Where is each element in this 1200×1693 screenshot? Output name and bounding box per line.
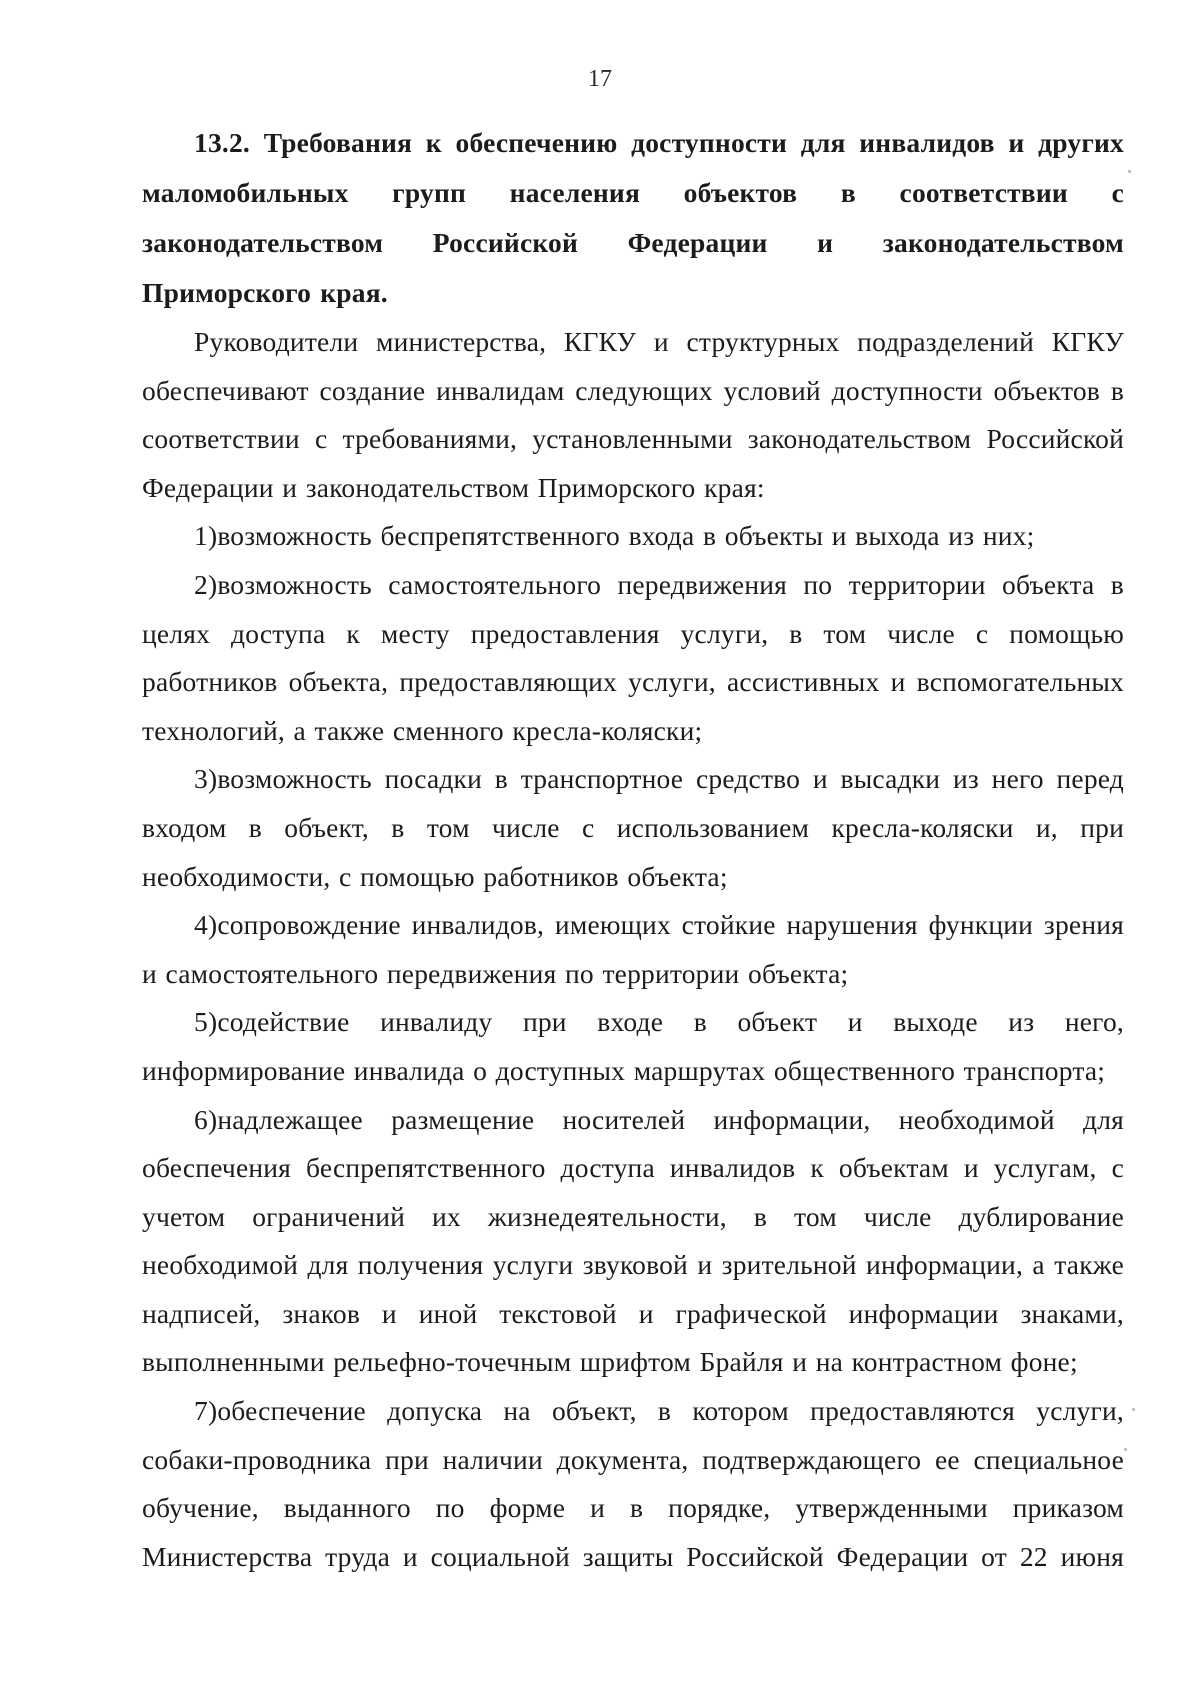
list-item-6 bbox=[142, 1096, 1124, 1388]
list-item-number: 7) bbox=[194, 1395, 218, 1427]
section-heading: 13.2. Требования к обеспечению доступности для инвалидов и других маломобильных групп населения объектов в соответствии с законодательством Российской Федерации и законодательством Приморского края. bbox=[142, 127, 1124, 308]
intro-paragraph: Руководители министерства, КГКУ и структурных подразделений КГКУ обеспечивают создание инвалидам следующих условий доступности объектов в соответствии с требованиями, установленными законодательством Российской Федерации и законодательством Приморского края: bbox=[142, 326, 1124, 503]
list-item-4 bbox=[142, 901, 1124, 998]
list-item-number: 3) bbox=[194, 763, 218, 795]
list-item-text: надлежащее размещение носителей информации, необходимой для обеспечения беспрепятственного доступа инвалидов к объектам и услугам, с учетом ограничений их жизнедеятельности, в том числе дублирование необходимой для получения услуги звуковой и зрительной информации, а также надписей, знаков и иной текстовой и графической информации знаками, выполненными рельефно-точечным шрифтом Брайля и на контрастном фоне; bbox=[142, 1103, 1124, 1378]
list-item-text: возможность самостоятельного передвижения по территории объекта в целях доступа к месту предоставления услуги, в том числе с помощью работников объекта, предоставляющих услуги, ассистивных и вспомогательных технологий, а также сменного кресла-коляски; bbox=[142, 568, 1124, 746]
list-item-number: 2) bbox=[194, 568, 218, 600]
list-item-3 bbox=[142, 755, 1124, 901]
list-item-text: сопровождение инвалидов, имеющих стойкие нарушения функции зрения и самостоятельного передвижения по территории объекта; bbox=[142, 909, 1124, 989]
list-item-number: 4) bbox=[194, 909, 218, 941]
list-item-number: 6) bbox=[194, 1103, 218, 1135]
page-content bbox=[142, 118, 1124, 1581]
list-item-number: 1) bbox=[194, 520, 218, 552]
scan-speck bbox=[1132, 1408, 1135, 1411]
list-item-text: содействие инвалиду при входе в объект и выходе из него, информирование инвалида о доступных маршрутах общественного транспорта; bbox=[142, 1006, 1124, 1086]
list-item-text: возможность посадки в транспортное средство и высадки из него перед входом в объект, в том числе с использованием кресла-коляски и, при необходимости, с помощью работников объекта; bbox=[142, 763, 1124, 892]
scan-speck bbox=[1128, 170, 1131, 173]
list-item-text: возможность беспрепятственного входа в объекты и выхода из них; bbox=[217, 520, 1035, 552]
list-item-7 bbox=[142, 1387, 1124, 1581]
list-item-text: обеспечение допуска на объект, в котором предоставляются услуги, собаки-проводника при наличии документа, подтверждающего ее специальное обучение, выданного по форме и в порядке, утвержденными приказом Министерства труда и социальной защиты Российской Федерации от 22 июня bbox=[142, 1395, 1124, 1572]
list-item-5 bbox=[142, 998, 1124, 1095]
list-item-1 bbox=[142, 512, 1124, 561]
scan-speck bbox=[1124, 1448, 1127, 1451]
list-item-number: 5) bbox=[194, 1006, 218, 1038]
list-item-2 bbox=[142, 561, 1124, 755]
page-number: 17 bbox=[588, 66, 612, 92]
